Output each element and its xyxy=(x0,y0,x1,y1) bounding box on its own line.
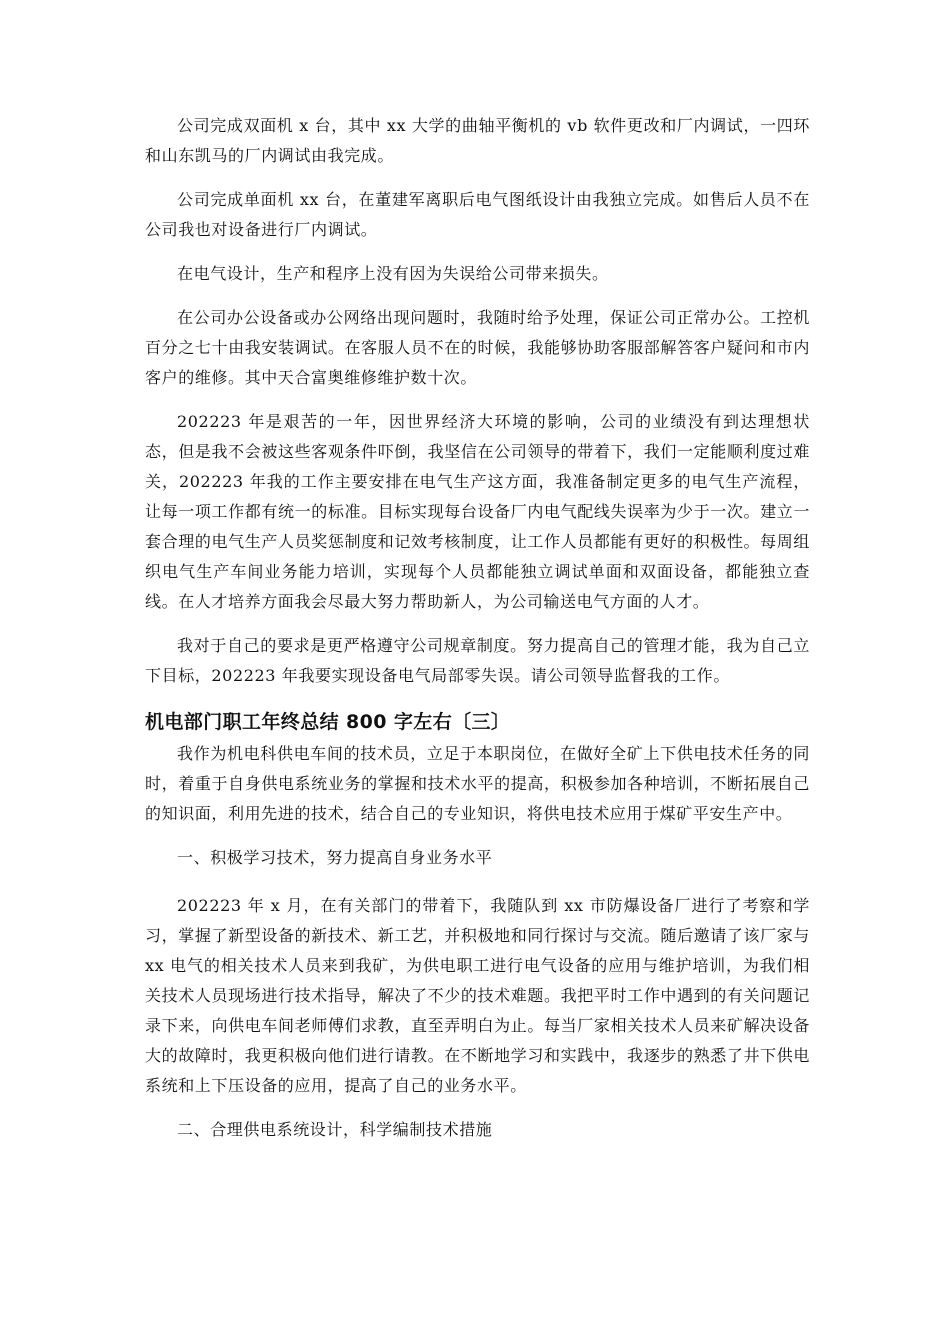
paragraph-intro: 我作为机电科供电车间的技术员，立足于本职岗位，在做好全矿上下供电技术任务的同时，着重于自身供电系统业务的掌握和技术水平的提高，积极参加各种培训，不断拓展自己的知识面，利用先进的技术，结合自己的专业知识，将供电技术应用于煤矿平安生产中。 xyxy=(145,744,810,823)
subsection-title-study-technology: 一、积极学习技术，努力提高自身业务水平 xyxy=(177,848,493,867)
paragraph-double-sided-machines: 公司完成双面机 x 台，其中 xx 大学的曲轴平衡机的 vb 软件更改和厂内调试，一四环和山东凯马的厂内调试由我完成。 xyxy=(145,116,810,165)
document-page xyxy=(145,111,810,1163)
subsection-title-system-design: 二、合理供电系统设计，科学编制技术措施 xyxy=(177,1120,493,1139)
paragraph-self-requirements: 我对于自己的要求是更严格遵守公司规章制度。努力提高自己的管理才能，我为自己立下目标，202223 年我要实现设备电气局部零失误。请公司领导监督我的工作。 xyxy=(145,636,810,685)
paragraph-year-plan: 202223 年是艰苦的一年，因世界经济大环境的影响，公司的业绩没有到达理想状态，但是我不会被这些客观条件吓倒，我坚信在公司领导的带着下，我们一定能顺利度过难关，202223 年我的工作主要安排在电气生产这方面，我准备制定更多的电气生产流程，让每一项工作都有统一的标准。目标实现每台设备厂内电气配线失误率为少于一次。建立一套合理的电气生产人员奖惩制度和记效考核制度，让工作人员都能有更好的积极性。每周组织电气生产车间业务能力培训，实现每个人员都能独立调试单面和双面设备，都能独立查线。在人才培养方面我会尽最大努力帮助新人，为公司输送电气方面的人才。 xyxy=(145,412,810,611)
paragraph-office-equipment: 在公司办公设备或办公网络出现问题时，我随时给予处理，保证公司正常办公。工控机百分之七十由我安装调试。在客服人员不在的时候，我能够协助客服部解答客户疑问和市内客户的维修。其中天合富奥维修维护数十次。 xyxy=(145,308,810,387)
paragraph-study-technology: 202223 年 x 月，在有关部门的带着下，我随队到 xx 市防爆设备厂进行了考察和学习，掌握了新型设备的新技术、新工艺，并积极地和同行探讨与交流。随后邀请了该厂家与 xx 电气的相关技术人员来到我矿，为供电职工进行电气设备的应用与维护培训，为我们相关技术人员现场进行技术指导，解决了不少的技术难题。我把平时工作中遇到的有关问题记录下来，向供电车间老师傅们求教，直至弄明白为止。每当厂家相关技术人员来矿解决设备大的故障时，我更积极向他们进行请教。在不断地学习和实践中，我逐步的熟悉了井下供电系统和上下压设备的应用，提高了自己的业务水平。 xyxy=(145,896,810,1095)
paragraph-no-losses: 在电气设计，生产和程序上没有因为失误给公司带来损失。 xyxy=(177,264,609,283)
section-heading: 机电部门职工年终总结 800 字左右〔三〕 xyxy=(145,711,511,733)
paragraph-single-sided-machines: 公司完成单面机 xx 台，在董建军离职后电气图纸设计由我独立完成。如售后人员不在公司我也对设备进行厂内调试。 xyxy=(145,190,810,239)
